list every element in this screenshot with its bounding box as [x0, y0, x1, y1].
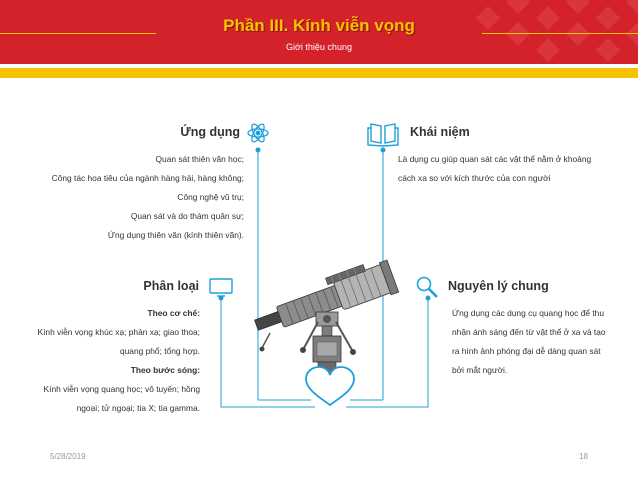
text-line: cách xa so với kích thước của con người [398, 173, 551, 183]
text-nguyen-ly [452, 304, 628, 380]
heading-phan-loai: Phân loại [143, 279, 199, 293]
magnifier-icon [418, 278, 438, 298]
text-line: Quan sát thiên văn học; [155, 154, 244, 164]
connector-dot [381, 148, 386, 153]
text-line-bold: Theo cơ chế: [147, 308, 200, 318]
page-title: Phần III. Kính viễn vọng [223, 16, 415, 35]
heading-ung-dung: Ứng dụng [180, 125, 240, 139]
book-icon [368, 124, 398, 146]
text-line: Quan sát và do thám quân sự; [130, 211, 244, 221]
connector-dot [256, 148, 261, 153]
text-line: ngoại; tử ngoại; tia X; tia gamma. [76, 403, 200, 413]
text-line: Công tác hoa tiêu của ngành hàng hải, hàng không; [51, 173, 244, 183]
telescope-illustration [249, 256, 398, 376]
atom-icon [248, 122, 268, 143]
text-ung-dung [20, 150, 244, 245]
text-line: bởi mắt người. [452, 365, 508, 375]
text-line: Kính viễn vọng khúc xạ; phản xạ; giao thoa; [37, 327, 200, 337]
heading-nguyen-ly: Nguyên lý chung [448, 279, 549, 293]
text-line: Là dụng cụ giúp quan sát các vật thể nằm ở khoảng [398, 154, 592, 164]
heart-icon [306, 367, 354, 405]
heading-khai-niem: Khái niệm [410, 125, 470, 139]
footer-date: 5/28/2019 [50, 452, 86, 461]
text-line: Ứng dụng các dụng cụ quang học để thu [452, 308, 604, 318]
text-khai-niem [398, 150, 628, 188]
page-number: 18 [579, 452, 588, 461]
connector-dot [426, 296, 431, 301]
text-line: ra hình ảnh phóng đại dễ dàng quan sát [452, 346, 601, 356]
text-line: Công nghệ vũ trụ; [177, 192, 244, 202]
monitor-icon [210, 279, 232, 296]
text-line: Kính viễn vọng quang học; vô tuyến; hồng [43, 384, 200, 394]
connector-nguyen-ly [346, 298, 428, 407]
page-subtitle: Giới thiệu chung [286, 42, 352, 52]
text-line-bold: Theo bước sóng: [130, 365, 200, 375]
text-phan-loai [14, 304, 200, 418]
text-line: quang phổ; tổng hợp. [119, 346, 200, 356]
text-line: nhận ánh sáng đến từ vật thể ở xa và tạo [452, 327, 606, 337]
text-line: Ứng dụng thiên văn (kính thiên văn). [107, 230, 244, 240]
